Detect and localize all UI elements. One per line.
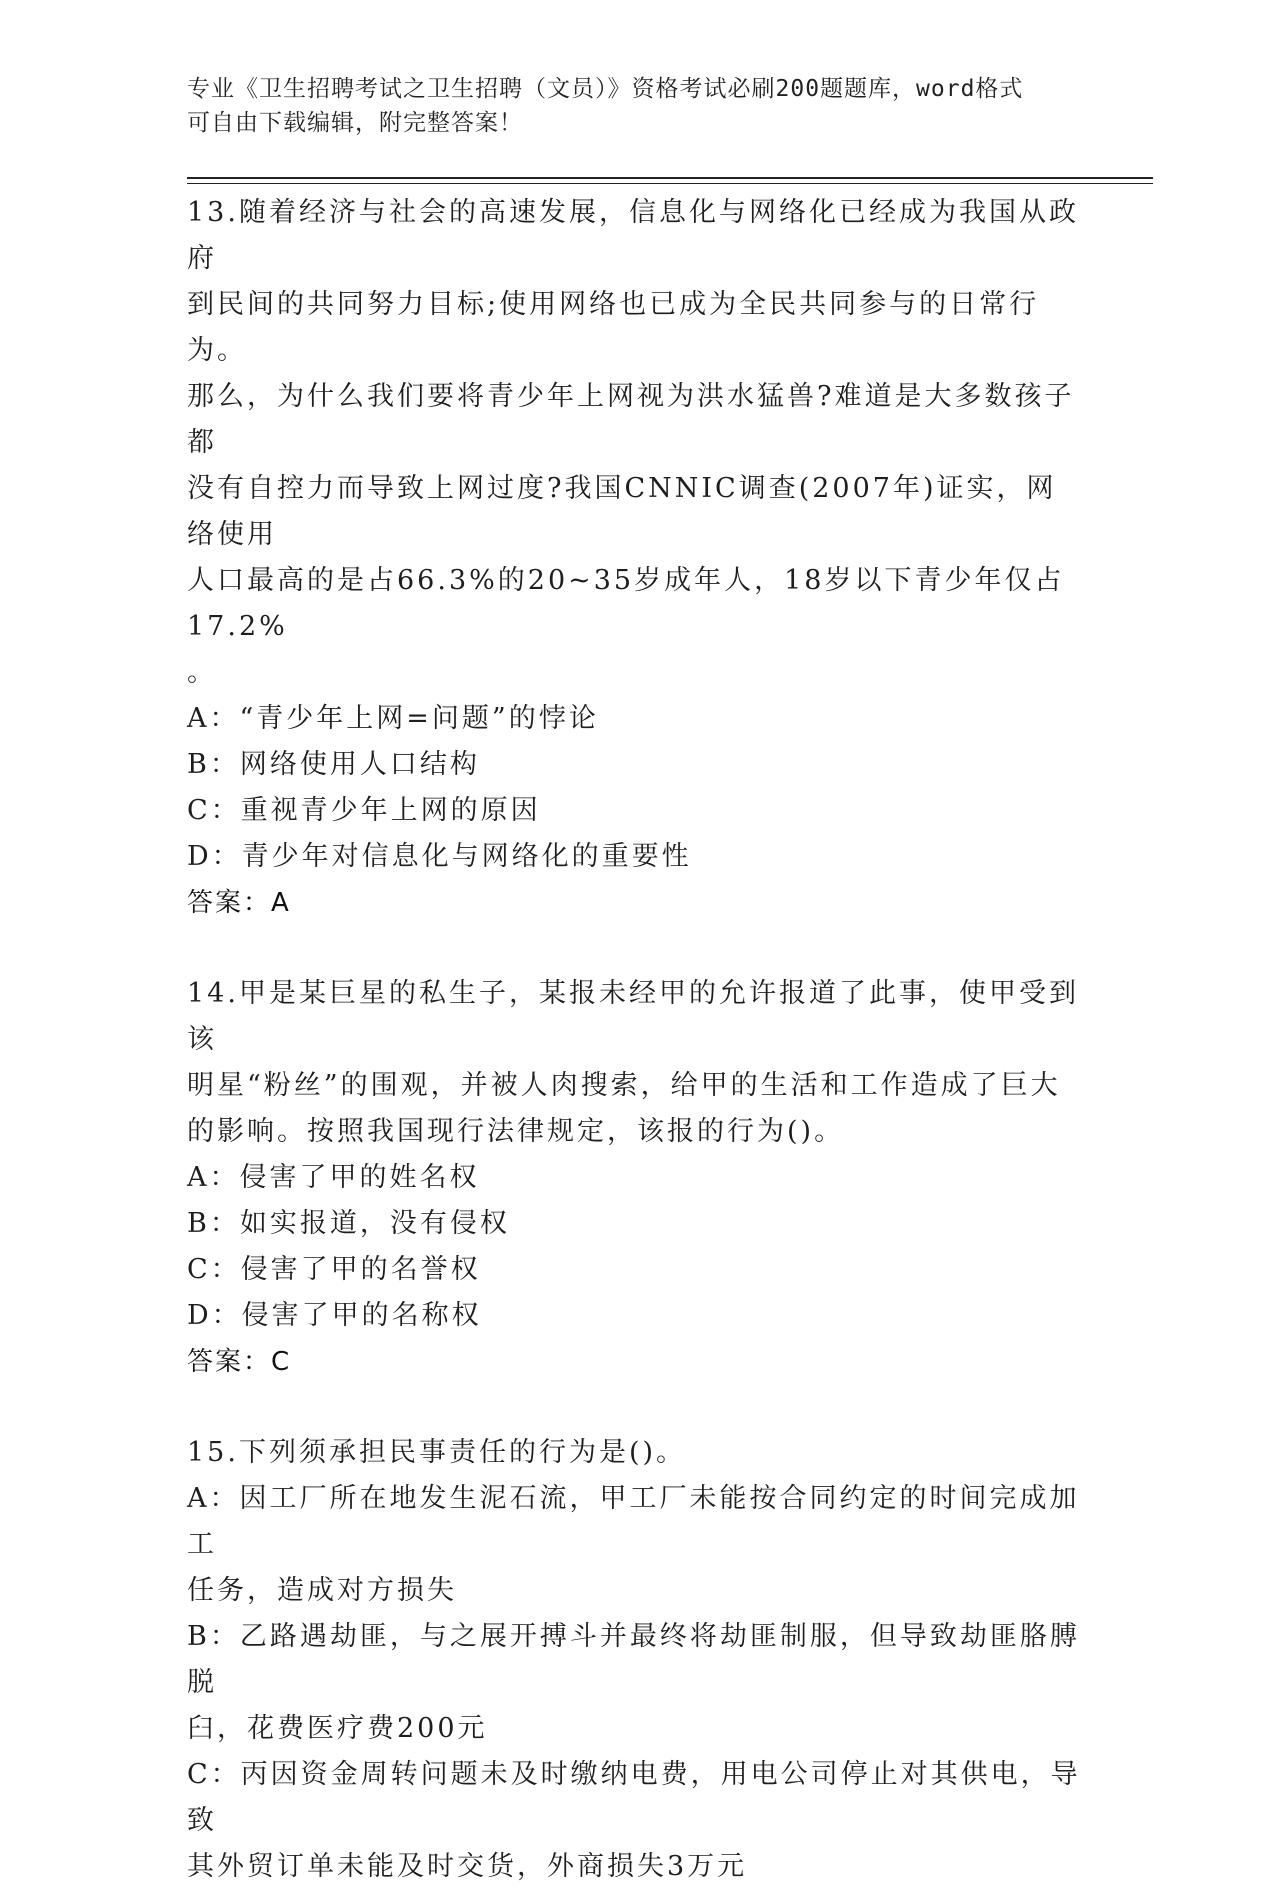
stem-line: 的影响。按照我国现行法律规定，该报的行为()。 [187, 1116, 845, 1147]
header-divider-thick [187, 177, 1153, 179]
stem-line: 15.下列须承担民事责任的行为是()。 [187, 1437, 687, 1468]
option-b-line-1: B：乙路遇劫匪，与之展开搏斗并最终将劫匪制服，但导致劫匪胳膊脱 [187, 1621, 1080, 1698]
question-stem [187, 190, 1082, 696]
option-b-line-2: 臼，花费医疗费200元 [187, 1713, 488, 1744]
question-stem [187, 1430, 1082, 1476]
header-line-1: 专业《卫生招聘考试之卫生招聘（文员）》资格考试必刷200题题库，word格式 [187, 76, 1024, 102]
option-b: B：网络使用人口结构 [187, 749, 480, 780]
option-c: C：重视青少年上网的原因 [187, 795, 541, 826]
stem-line: 14.甲是某巨星的私生子，某报未经甲的允许报道了此事，使甲受到该 [187, 978, 1079, 1055]
answer-text: 答案：C [187, 1347, 292, 1377]
stem-line: 没有自控力而导致上网过度?我国CNNIC调查(2007年)证实，网络使用 [187, 473, 1057, 550]
option-b: B：如实报道，没有侵权 [187, 1208, 510, 1239]
stem-line: 到民间的共同努力目标;使用网络也已成为全民共同参与的日常行为。 [187, 289, 1040, 366]
stem-line: 。 [187, 657, 217, 688]
stem-line: 那么，为什么我们要将青少年上网视为洪水猛兽?难道是大多数孩子都 [187, 381, 1075, 458]
question-15 [187, 1430, 1082, 1890]
question-14 [187, 971, 1082, 1385]
option-d: D：侵害了甲的名称权 [187, 1300, 482, 1331]
option-a-line-1: A：因工厂所在地发生泥石流，甲工厂未能按合同约定的时间完成加工 [187, 1483, 1080, 1560]
stem-line: 13.随着经济与社会的高速发展，信息化与网络化已经成为我国从政府 [187, 197, 1079, 274]
stem-line: 明星“粉丝”的围观，并被人肉搜索，给甲的生活和工作造成了巨大 [187, 1070, 1061, 1101]
question-13 [187, 190, 1082, 926]
stem-line: 人口最高的是占66.3%的20~35岁成年人，18岁以下青少年仅占17.2% [187, 565, 1065, 642]
header-divider-thin [187, 183, 1153, 184]
option-d: D：青少年对信息化与网络化的重要性 [187, 841, 692, 872]
header-line-2: 可自由下载编辑，附完整答案！ [187, 110, 523, 136]
question-list [187, 190, 1082, 1890]
option-c-line-2: 其外贸订单未能及时交货，外商损失3万元 [187, 1851, 748, 1882]
option-c: C：侵害了甲的名誉权 [187, 1254, 481, 1285]
option-a-line-2: 任务，造成对方损失 [187, 1575, 457, 1606]
question-stem [187, 971, 1082, 1155]
option-a: A：侵害了甲的姓名权 [187, 1162, 480, 1193]
document-header [187, 72, 1067, 140]
option-c-line-1: C：丙因资金周转问题未及时缴纳电费，用电公司停止对其供电，导致 [187, 1759, 1081, 1836]
answer-text: 答案：A [187, 888, 291, 918]
option-a: A：“青少年上网=问题”的悖论 [187, 703, 599, 734]
